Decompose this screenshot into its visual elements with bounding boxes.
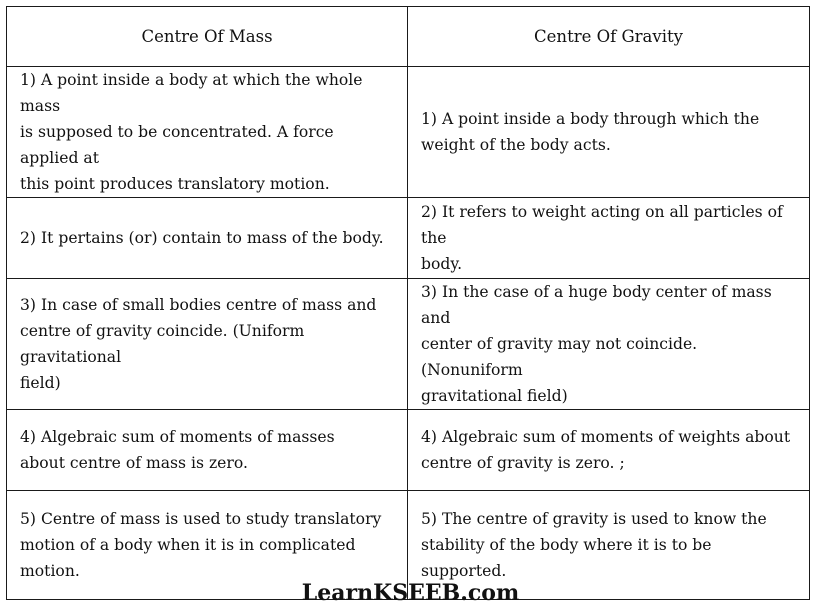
table-cell: [7, 67, 408, 198]
table-header-row: [7, 7, 810, 67]
header-centre-of-gravity: Centre Of Gravity: [408, 7, 810, 67]
site-watermark: LearnKSEEB.com: [301, 580, 520, 606]
cell-text: 5) The centre of gravity is used to know the stability of the body where it is to be supported.: [421, 510, 767, 580]
table-cell: [7, 198, 408, 279]
comparison-table: [6, 6, 810, 600]
cell-text: 1) A point inside a body at which the whole mass is supposed to be concentrated. A force applied at this point produces translatory motion.: [20, 71, 363, 193]
table-row: [7, 198, 810, 279]
table-cell: [7, 279, 408, 410]
cell-text: 1) A point inside a body through which the weight of the body acts.: [421, 110, 760, 154]
cell-text: 4) Algebraic sum of moments of masses about centre of mass is zero.: [20, 428, 335, 472]
header-centre-of-mass: Centre Of Mass: [7, 7, 408, 67]
table-cell: [408, 410, 810, 491]
cell-text: 5) Centre of mass is used to study translatory motion of a body when it is in complicated motion.: [20, 510, 382, 580]
table-row: [7, 67, 810, 198]
cell-text: 3) In the case of a huge body center of mass and center of gravity may not coincide. (Nonuniform gravitational field): [421, 283, 772, 405]
cell-text: 3) In case of small bodies centre of mass and centre of gravity coincide. (Uniform gravitational field): [20, 296, 377, 392]
cell-text: 4) Algebraic sum of moments of weights about centre of gravity is zero. ;: [421, 428, 791, 472]
cell-text: 2) It pertains (or) contain to mass of the body.: [20, 229, 384, 247]
table-row: [7, 279, 810, 410]
table-cell: [7, 410, 408, 491]
table-cell: [408, 279, 810, 410]
table-cell: [408, 67, 810, 198]
cell-text: 2) It refers to weight acting on all particles of the body.: [421, 203, 783, 273]
table-row: [7, 410, 810, 491]
table-cell: [408, 198, 810, 279]
